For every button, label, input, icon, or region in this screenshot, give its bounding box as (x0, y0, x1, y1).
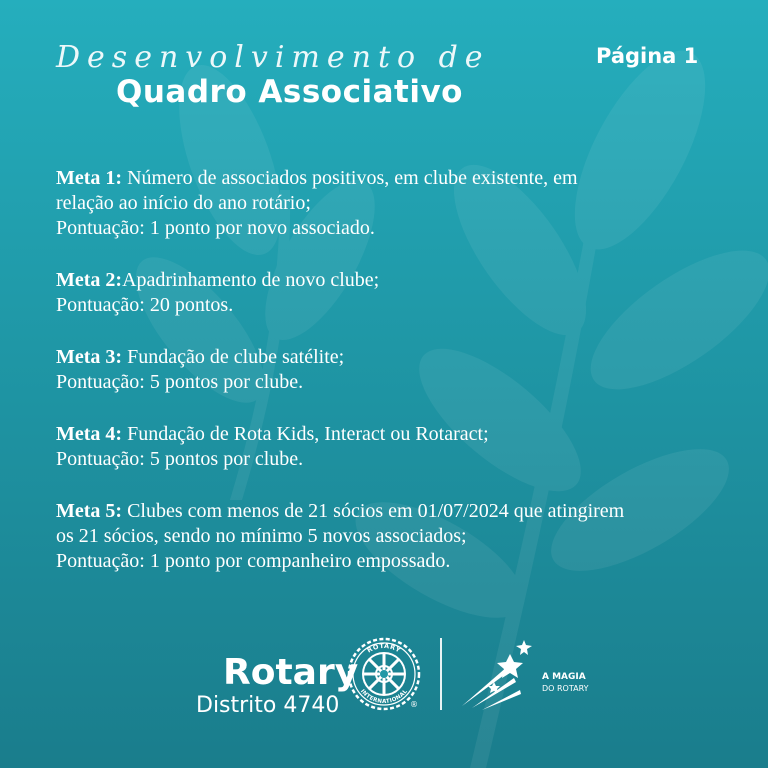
goal-label: Meta 5: (56, 500, 123, 522)
wheel-bottom-text: INTERNATIONAL (358, 688, 410, 706)
goal-description-line: os 21 sócios, sendo no mínimo 5 novos associados; (56, 525, 467, 547)
wheel-top-text: ROTARY (365, 641, 403, 655)
goal-4 (56, 422, 712, 472)
goal-label: Meta 3: (56, 346, 123, 368)
goal-1 (56, 166, 712, 241)
goal-description: Clubes com menos de 21 sócios em 01/07/2024 que atingirem (127, 500, 625, 522)
district-label: Distrito 4740 (196, 693, 340, 718)
goal-label: Meta 2: (56, 269, 123, 291)
goal-score: Pontuação: 20 pontos. (56, 294, 234, 316)
page-number: Página 1 (596, 44, 699, 68)
goal-score: Pontuação: 5 pontos por clube. (56, 371, 304, 393)
rotary-brand: Rotary (223, 652, 359, 693)
header-script-title: Desenvolvimento de (56, 40, 490, 75)
goal-5 (56, 499, 712, 574)
campaign-title: A MAGIA (542, 672, 586, 682)
goal-score: Pontuação: 1 ponto por novo associado. (56, 217, 375, 239)
goal-description-line (56, 166, 712, 191)
goal-description: Fundação de clube satélite; (127, 346, 345, 368)
goal-score: Pontuação: 1 ponto por companheiro empossado. (56, 550, 451, 572)
footer-divider (440, 638, 442, 710)
goal-label: Meta 4: (56, 423, 123, 445)
page-title: Quadro Associativo (116, 74, 463, 110)
shooting-stars-icon (458, 636, 538, 712)
goal-2 (56, 268, 712, 318)
goal-description: Apadrinhamento de novo clube; (122, 269, 380, 291)
goal-score: Pontuação: 5 pontos por clube. (56, 448, 304, 470)
campaign-subtitle: DO ROTARY (542, 684, 589, 693)
goals-list (56, 166, 712, 601)
registered-mark: ® (410, 700, 418, 709)
goal-description: Fundação de Rota Kids, Interact ou Rotaract; (127, 423, 489, 445)
goal-description: Número de associados positivos, em clube existente, em (127, 167, 578, 189)
goal-description-line: relação ao início do ano rotário; (56, 192, 311, 214)
goal-label: Meta 1: (56, 167, 123, 189)
goal-3 (56, 345, 712, 395)
